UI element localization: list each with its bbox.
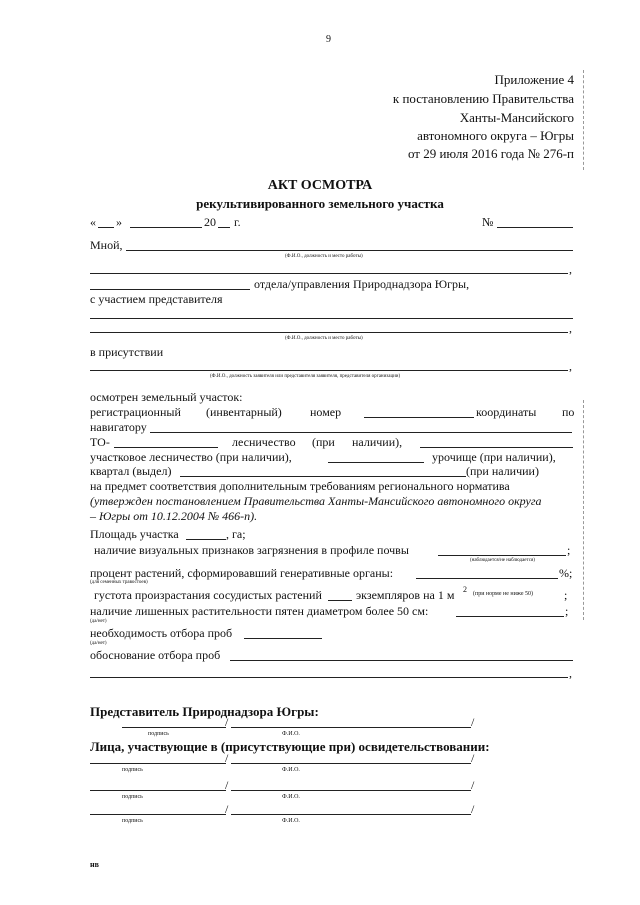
person2-fio-field[interactable] [231,790,471,791]
inspector-field[interactable] [126,250,573,251]
pri-label: (при [312,435,335,449]
mnoy-label: Мной, [90,238,123,252]
forestry-label: лесничество [232,435,296,449]
act-number-field[interactable] [497,227,573,228]
patches-label: наличие лишенных растительности пятен диаметром более 50 см: [90,604,429,618]
justification-label: обоснование отбора проб [90,648,221,662]
tract-label: урочище (при наличии), [432,450,556,464]
density-label: густота произрастания сосудистых растений [94,588,322,602]
to-field[interactable] [114,447,218,448]
reg-word-3: номер [310,405,342,419]
quarter-label: квартал (выдел) [90,464,172,478]
pollution-field[interactable] [438,555,566,556]
person3-fio-field[interactable] [231,814,471,815]
participation-text: с участием представителя [90,292,223,306]
density-field[interactable] [328,600,352,601]
representative-field-2[interactable] [90,332,568,333]
year-label: 20 [204,215,216,229]
person2-fio-label: Ф.И.О. [282,794,300,800]
reg-word-1: регистрационный [90,405,181,419]
comma-1: , [569,262,572,276]
comma-3: , [569,359,572,373]
person3-signature-field[interactable] [90,814,226,815]
appendix-line-4: автономного округа – Югры [417,128,574,143]
to-label: ТО- [90,435,110,449]
presence-text: в присутствии [90,345,164,359]
coords-label: координаты [476,405,537,419]
pollution-end: ; [567,543,571,557]
representative-field[interactable] [90,318,573,319]
rep-slash-2: / [471,715,475,729]
appendix-line-2: к постановлению Правительства [392,91,574,106]
area-field[interactable] [186,539,226,540]
persons-heading: Лица, участвующие в (присутствующие при) освидетельствовании: [90,739,490,754]
coords-field[interactable] [150,432,572,433]
comma-2: , [569,321,572,335]
person2-signature-field[interactable] [90,790,226,791]
forestry-field[interactable] [420,447,573,448]
reg-number-field[interactable] [364,417,474,418]
month-field[interactable] [130,227,202,228]
person1-fio-label: Ф.И.О. [282,767,300,773]
density-norm: (при норме не ниже 50) [473,591,534,597]
scan-edge [583,70,584,170]
percent-field[interactable] [416,578,558,579]
person2-slash-2: / [471,778,475,792]
person3-slash-2: / [471,802,475,816]
mnoy-note: (Ф.И.О., должность и место работы) [285,254,363,259]
sampling-note: (да/нет) [90,641,107,646]
person1-slash-2: / [471,751,475,765]
person1-signature-label: подпись [122,767,143,773]
justification-field-2[interactable] [90,677,568,678]
approved-line-1: (утвержден постановлением Правительства Ханты-Мансийского автономного округа [90,494,542,508]
day-field[interactable] [98,227,114,228]
year-suffix: г. [234,215,241,229]
appendix-line-5: от 29 июля 2016 года № 276-п [407,146,574,161]
justification-field[interactable] [230,660,573,661]
department-text: отдела/управления Природнадзора Югры, [254,277,470,291]
pollution-label: наличие визуальных признаков загрязнения в профиле почвы [94,543,409,557]
percent-note: (для семенных травостоев) [90,580,148,585]
density-copies: экземпляров на 1 м [356,588,455,602]
percent-label: процент растений, сформировавший генеративные органы: [90,566,394,580]
rep-fio-field[interactable] [231,727,471,728]
person3-slash-1: / [225,802,229,816]
presence-field[interactable] [90,370,568,371]
participation-note: (Ф.И.О., должность и место работы) [285,336,363,341]
area-unit: , га; [226,527,246,541]
comma-4: , [569,666,572,680]
density-end: ; [564,588,568,602]
person2-slash-1: / [225,778,229,792]
presence-note: (Ф.И.О., должность заявителя или представителя заявителя, представителя организации) [210,374,401,379]
navigator-label: навигатору [90,420,147,434]
patches-end: ; [565,604,569,618]
person1-signature-field[interactable] [90,763,226,764]
nalichii-label: наличии), [352,435,403,449]
rep-fio-label: Ф.И.О. [282,731,300,737]
inspector-field-2[interactable] [90,273,568,274]
area-label: Площадь участка [90,527,179,541]
person1-fio-field[interactable] [231,763,471,764]
inspected-text: осмотрен земельный участок: [90,390,243,404]
rep-slash-1: / [225,715,229,729]
reg-word-2: (инвентарный) [206,405,282,419]
quarter-field[interactable] [180,476,466,477]
person3-signature-label: подпись [122,818,143,824]
person2-signature-label: подпись [122,794,143,800]
rep-signature-label: подпись [148,731,169,737]
scan-edge [583,400,584,620]
doc-title: АКТ ОСМОТРА [267,178,373,193]
footer-mark: нв [90,860,99,869]
sampling-label: необходимость отбора проб [90,626,233,640]
patches-note: (да/нет) [90,619,107,624]
person3-fio-label: Ф.И.О. [282,818,300,824]
quarter-suffix: (при наличии) [466,464,539,478]
district-text: участковое лесничество (при наличии), [90,450,292,464]
rep-signature-field[interactable] [122,727,226,728]
page-number: 9 [326,34,331,45]
appendix-line-1: Приложение 4 [494,72,574,87]
doc-subtitle: рекультивированного земельного участка [196,196,444,211]
subject-text: на предмет соответствия дополнительным требованиям регионального норматива [90,479,510,493]
percent-end: %; [559,566,573,580]
pollution-note: (наблюдается/не наблюдается) [470,558,535,563]
po-label: по [562,405,575,419]
person1-slash-1: / [225,751,229,765]
year-field[interactable] [218,227,230,228]
approved-line-2: – Югры от 10.12.2004 № 466-п). [90,509,258,523]
number-sign: № [482,215,494,229]
quote-close: » [116,215,122,229]
appendix-line-3: Ханты-Мансийского [459,110,574,125]
sampling-field[interactable] [244,638,322,639]
patches-field[interactable] [456,616,564,617]
density-sup: 2 [463,585,467,594]
rep-heading: Представитель Природнадзора Югры: [90,704,319,719]
quote-open: « [90,215,96,229]
department-field[interactable] [90,289,250,290]
district-field[interactable] [328,462,424,463]
